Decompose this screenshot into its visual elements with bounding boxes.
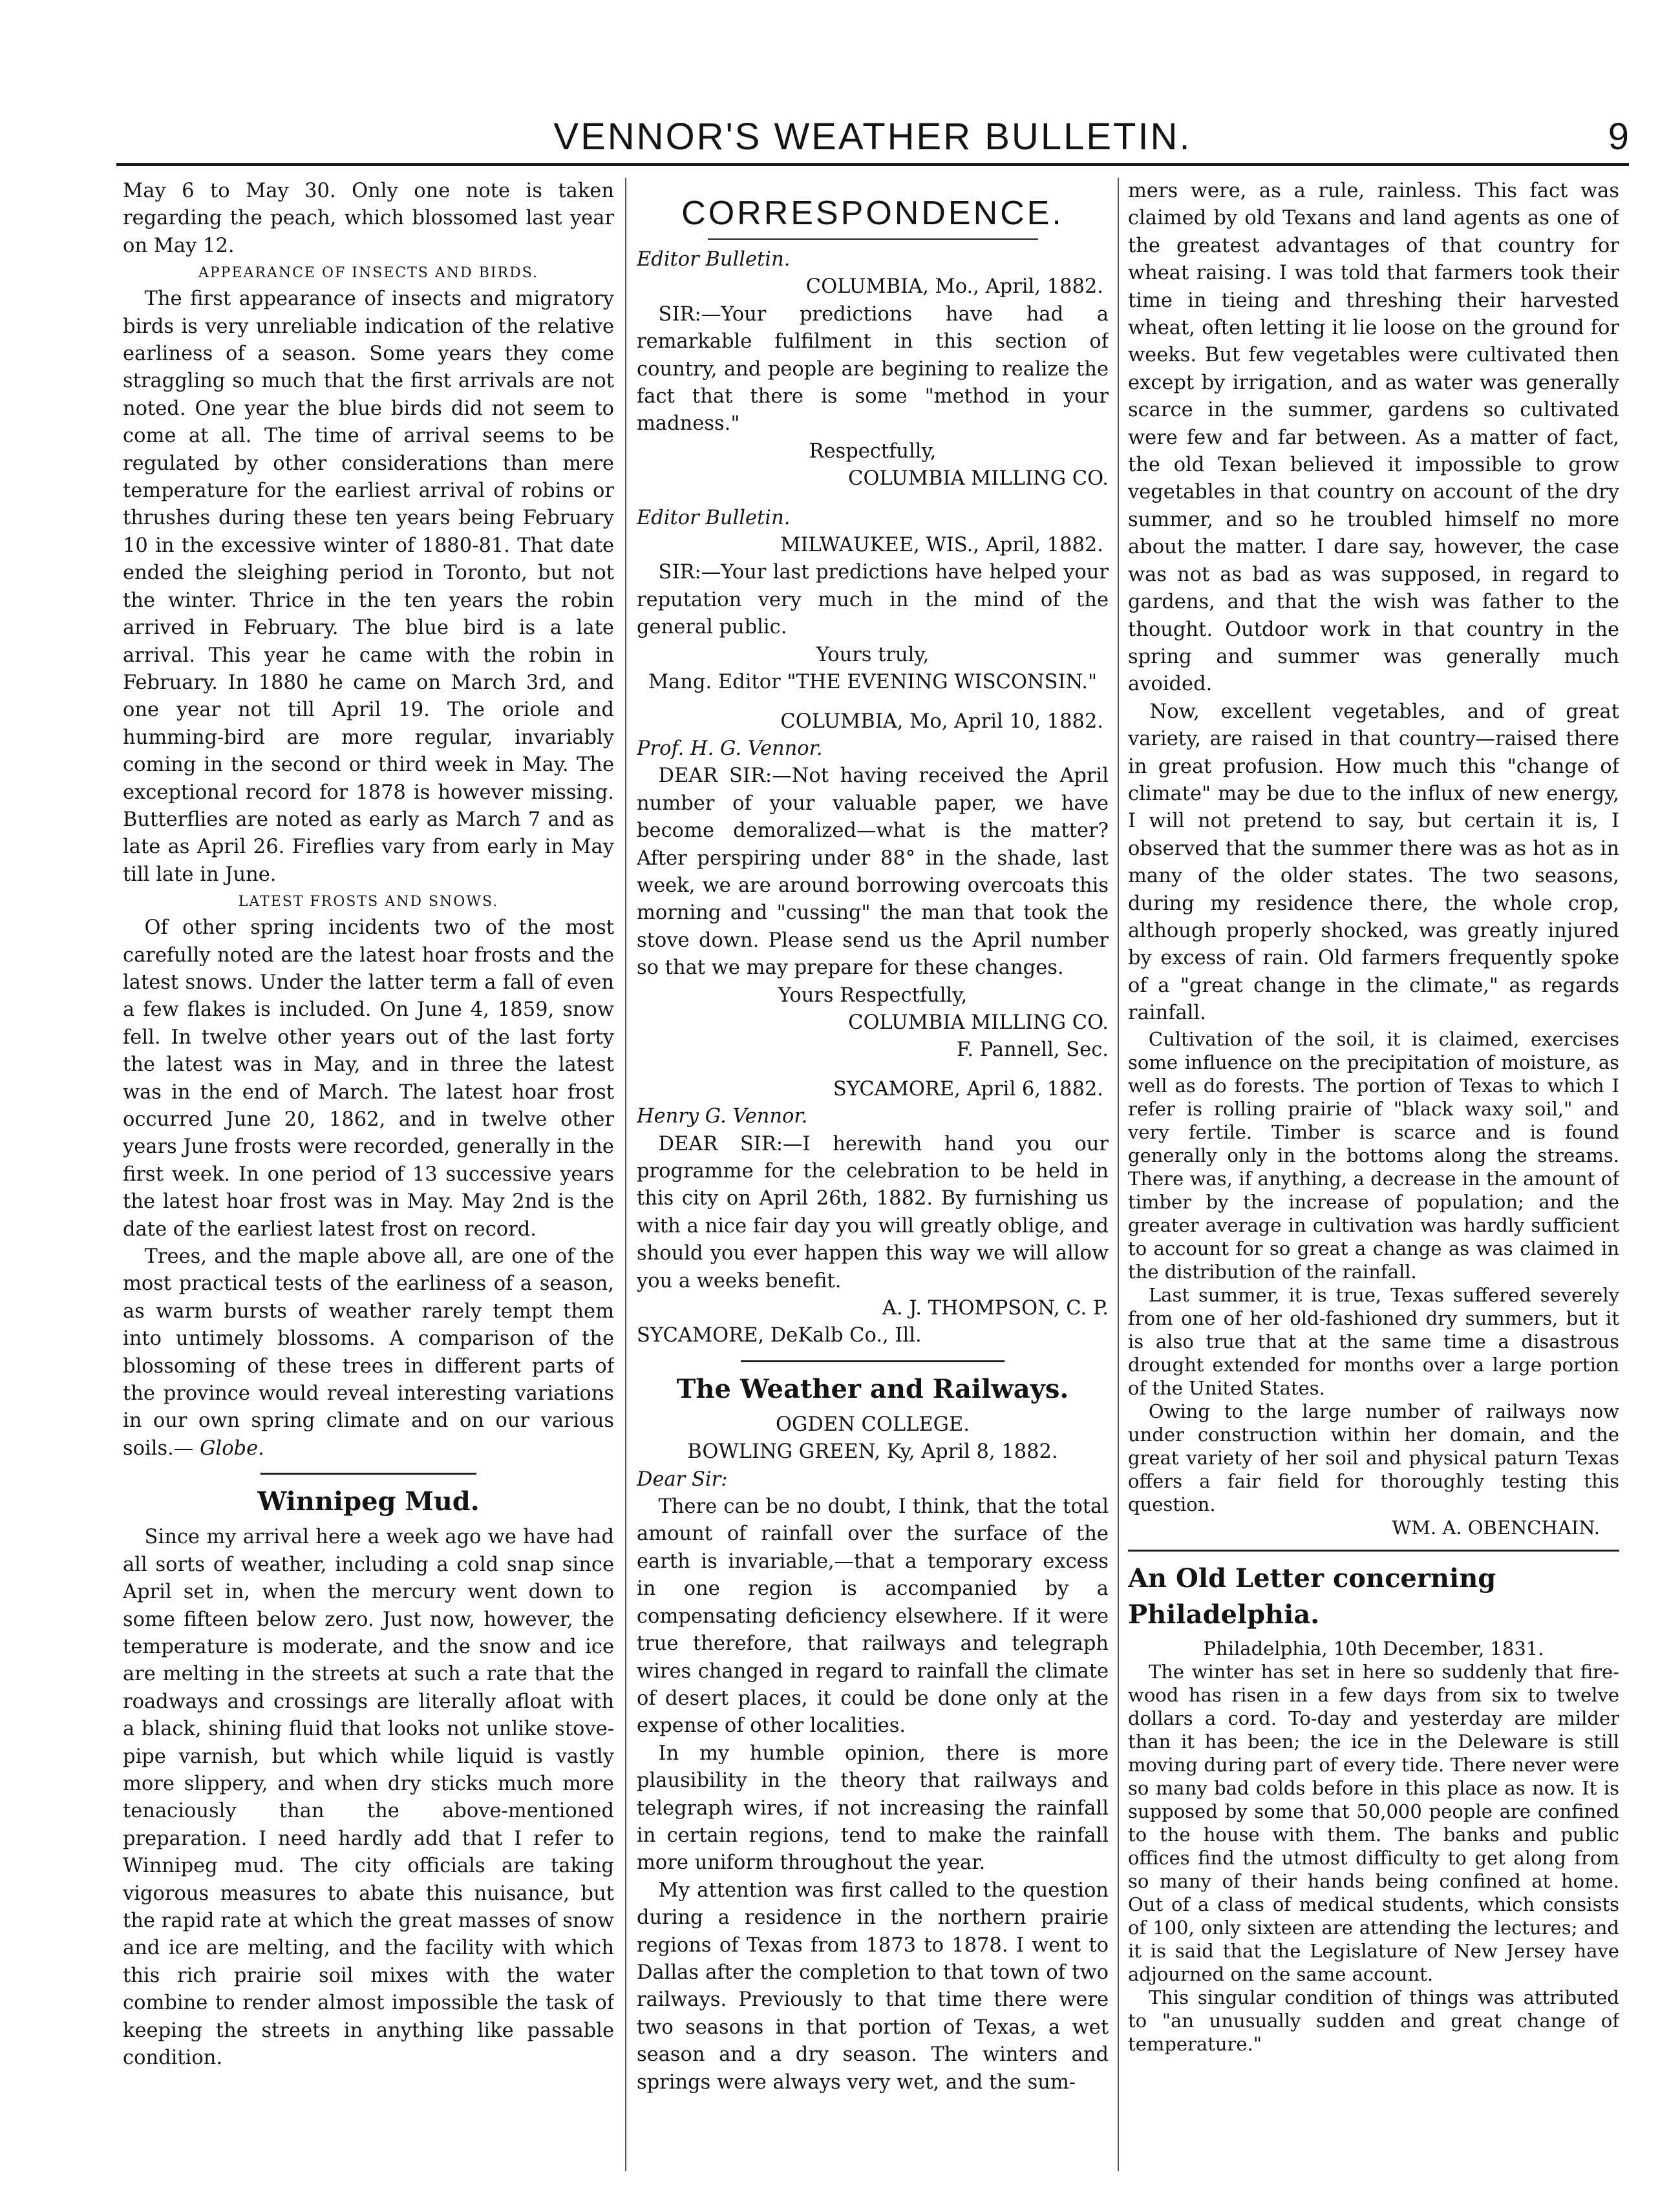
letter-signature: COLUMBIA MILLING CO. <box>848 467 1109 490</box>
paragraph: mers were, as a rule, rainless. This fact was claimed by old Texans and land agents as one of the greatest advantages of that country for wheat raising. I was told that farmers took their time in tieing and threshing their harvested wheat, often letting it lie loose on the ground for weeks. But few vegetables were cultivated then except by irrigation, and as water was generally scarce in the summer, gardens so cultivated were few and far between. As a matter of fact, the old Texan believed it impossible to grow vegetables in that country on account of the dry summer, and so he troubled himself no more about the matter. I dare say, however, the case was not as bad as was supposed, in regard to gardens, and that the wish was father to the thought. Outdoor work in that country in the spring and summer was generally much avoided. <box>1128 180 1619 696</box>
section-rule <box>261 1473 476 1475</box>
letter-body: DEAR SIR:—I herewith hand you our programme for the celebration to be held in this city on April 26th, 1882. By furnishing us with a nice fair day you will greatly oblige, and should you ever happen this way we will allow you a weeks benefit. <box>637 1132 1109 1292</box>
paragraph: The first appearance of insects and migratory birds is very unreliable indication of the relative earliness of a season. Some years they come straggling so much that the first arrivals are not noted. One year the blue birds did not seem to come at all. The time of arrival seems to be regulated by other considerations than mere temperature for the earliest arrival of robins or thrushes during these ten years being February 10 in the excessive winter of 1880-81. That date ended the sleighing period in Toronto, but not the winter. Thrice in the ten years the robin arrived in February. The blue bird is a late arrival. This year he came with the robin in February. In 1880 he came on March 3rd, and one year not till April 19. The oriole and humming-bird are more regular, invariably coming in the second or third week in May. The exceptional record for 1878 is however missing. Butterflies are noted as early as March 7 and as late as April 26. Fireflies vary from early in May till late in June. <box>123 288 614 886</box>
section-rule <box>1128 1550 1619 1552</box>
section-heading: LATEST FROSTS AND SNOWS. <box>238 894 499 911</box>
paragraph-text: Trees, and the maple above all, are one of the most practical tests of the earliness of a season, as warm bursts of weather rarely tempt them into untimely blossoms. A comparison of the blossoming of these trees in different parts of the province would reveal interesting variations in our own spring climate and on our various soils. <box>123 1245 614 1460</box>
article-title: An Old Letter concerning Philadelphia. <box>1128 1563 1496 1630</box>
letter-body: SIR:—Your last predictions have helped your reputation very much in the mind of the general public. <box>637 561 1109 639</box>
letter-salutation: Editor Bulletin. <box>637 248 791 271</box>
column-3 <box>1128 178 1619 2168</box>
letter-signature: COLUMBIA MILLING CO. <box>848 1011 1109 1034</box>
paragraph: My attention was first called to the question during a residence in the northern prairie regions of Texas from 1873 to 1878. I went to Dallas after the completion to that town of two railways. Previously to that time there were two seasons in that portion of Texas, a wet season and a dry season. The winters and springs were always very wet, and the sum- <box>637 1879 1109 2094</box>
column-1 <box>123 178 614 2168</box>
paragraph: Last summer, it is true, Texas suffered severely from one of her old-fashioned dry summers, but it is also true that at the same time a disastrous drought extended for months over a large portion of the United States. <box>1128 1283 1619 1399</box>
letter-body: SIR:—Your predictions have had a remarkable fulfilment in this section of country, and people are begining to realize the fact that there is some "method in your madness." <box>637 302 1109 436</box>
source-credit: — Globe. <box>173 1437 264 1460</box>
paragraph: In my humble opinion, there is more plausibility in the theory that railways and telegraph wires, if not increasing the rainfall in certain regions, tend to make the rainfall more uniform throughout the year. <box>637 1742 1109 1875</box>
letter-signature: Mang. Editor "THE EVENING WISCONSIN." <box>648 671 1098 694</box>
section-rule <box>741 1360 1005 1362</box>
letter-closing: Yours Respectfully, <box>778 984 968 1007</box>
article-title: Winnipeg Mud. <box>257 1486 480 1517</box>
letter-signature: SYCAMORE, DeKalb Co., Ill. <box>637 1324 922 1347</box>
letter-closing: Yours truly, <box>816 643 930 666</box>
paragraph: Owing to the large number of railways now under construction within her domain, and the great variety of her soil and physical paturn Texas offers a fair field for thoroughly testing this question. <box>1128 1400 1619 1515</box>
article-title: The Weather and Railways. <box>676 1373 1069 1404</box>
paragraph <box>123 1243 614 1462</box>
letter-origin: OGDEN COLLEGE. <box>776 1413 970 1436</box>
column-divider <box>625 178 626 2171</box>
letter-salutation: Henry G. Vennor. <box>637 1105 808 1128</box>
letter-closing: Respectfully, <box>809 439 937 463</box>
letter-dateline: MILWAUKEE, WIS., April, 1882. <box>780 534 1103 557</box>
paragraph: Cultivation of the soil, it is claimed, exercises some influence on the precipitation of moisture, as well as do forests. The portion of Texas to which I refer is rolling prairie of "black waxy soil," and very fertile. Timber is scarce and is found generally only in the bottoms along the streams. There was, if anything, a decrease in the amount of timber by the increase of population; and the greater average in cultivation was hardly sufficient to account for so great a change as was claimed in the distribution of the rainfall. <box>1128 1027 1619 1283</box>
letter-dateline: BOWLING GREEN, Ky, April 8, 1882. <box>687 1440 1058 1464</box>
section-title: CORRESPONDENCE. <box>681 195 1064 232</box>
article-signature: WM. A. OBENCHAIN. <box>1392 1516 1600 1539</box>
paragraph: Of other spring incidents two of the most carefully noted are the latest hoar frosts and the latest snows. Under the latter term a fall of even a few flakes is included. On June 4, 1859, snow fell. In twelve other years out of the last forty the latest was in May, and in three the latest was in the end of March. The latest hoar frost occurred June 20, 1862, and in twelve other years June frosts were recorded, generally in the first week. In one period of 13 successive years the latest hoar frost was in May. May 2nd is the date of the earliest latest frost on record. <box>123 916 614 1241</box>
letter-signature: F. Pannell, Sec. <box>956 1038 1109 1062</box>
letter-salutation: Dear Sir: <box>637 1468 728 1491</box>
page-header <box>116 111 1629 166</box>
letter-dateline: Philadelphia, 10th December, 1831. <box>1203 1637 1544 1659</box>
paragraph: This singular condition of things was attributed to "an unusually sudden and great change of temperature." <box>1128 1986 1619 2055</box>
paragraph: There can be no doubt, I think, that the total amount of rainfall over the surface of the earth is invariable,—that a temporary excess in one region is accompanied by a compensating deficiency elsewhere. If it were true therefore, that railways and telegraph wires changed in regard to rainfall the climate of desert places, it could be done only at the expense of other localities. <box>637 1495 1109 1738</box>
title-rule <box>708 238 1038 240</box>
paragraph: Now, excellent vegetables, and of great variety, are raised in that country—raised there in great profusion. How much this "change of climate" may be due to the influx of new energy, I will not pretend to say, but certain it is, I observed that the summer there was as hot as in many of the older states. The two seasons, during my residence there, the whole crop, although properly shocked, was greatly injured by excess of rain. Old farmers frequently spoke of a "great change in the climate," as regards rainfall. <box>1128 700 1619 1025</box>
page-number: 9 <box>1608 116 1629 158</box>
paragraph: Since my arrival here a week ago we have had all sorts of weather, including a cold snap since April set in, when the mercury went down to some fifteen below zero. Just now, however, the temperature is moderate, and the snow and ice are melting in the streets at such a rate that the roadways and crossings are literally afloat with a black, shining fluid that looks not unlike stove-pipe varnish, but which while liquid is vastly more slippery, and when dry sticks much more tenaciously than the above-mentioned preparation. I need hardly add that I refer to Winnipeg mud. The city officials are taking vigorous measures to abate this nuisance, but the rapid rate at which the great masses of snow and ice are melting, and the facility with which this rich prairie soil mixes with the water combine to render almost impossible the task of keeping the streets in anything like passable condition. <box>123 1526 614 2069</box>
section-heading: APPEARANCE OF INSECTS AND BIRDS. <box>198 265 539 282</box>
letter-salutation: Prof. H. G. Vennor. <box>637 737 823 760</box>
paragraph: May 6 to May 30. Only one note is taken regarding the peach, which blossomed last year on May 12. <box>123 180 614 257</box>
publication-title: VENNOR'S WEATHER BULLETIN. <box>553 116 1192 158</box>
letter-dateline: COLUMBIA, Mo., April, 1882. <box>805 275 1103 299</box>
column-divider <box>1118 178 1119 2171</box>
letter-signature: A. J. THOMPSON, C. P. <box>882 1297 1109 1320</box>
paragraph: The winter has set in here so suddenly that fire-wood has risen in a few days from six to twelve dollars a cord. To-day and yesterday are milder than it has been; the ice in the Deleware is still moving during part of every tide. There never were so many bad colds before in this place as now. It is supposed by some that 50,000 people are confined to the house with them. The banks and public offices find the utmost difficulty to get along from so many of their hands being confined at home. Out of a class of medical students, which consists of 100, only sixteen are attending the lectures; and it is said that the Legislature of New Jersey have adjourned on the same account. <box>1128 1660 1619 1985</box>
letter-salutation: Editor Bulletin. <box>637 506 791 529</box>
letter-dateline: COLUMBIA, Mo, April 10, 1882. <box>780 710 1103 733</box>
letter-dateline: SYCAMORE, April 6, 1882. <box>833 1077 1103 1101</box>
letter-body: DEAR SIR:—Not having received the April number of your valuable paper, we have become demoralized—what is the matter? After perspiring under 88° in the shade, last week, we are around borrowing overcoats this morning and "cussing" the man that took the stove down. Please send us the April number so that we may prepare for these changes. <box>637 764 1109 980</box>
column-2 <box>637 178 1109 2168</box>
